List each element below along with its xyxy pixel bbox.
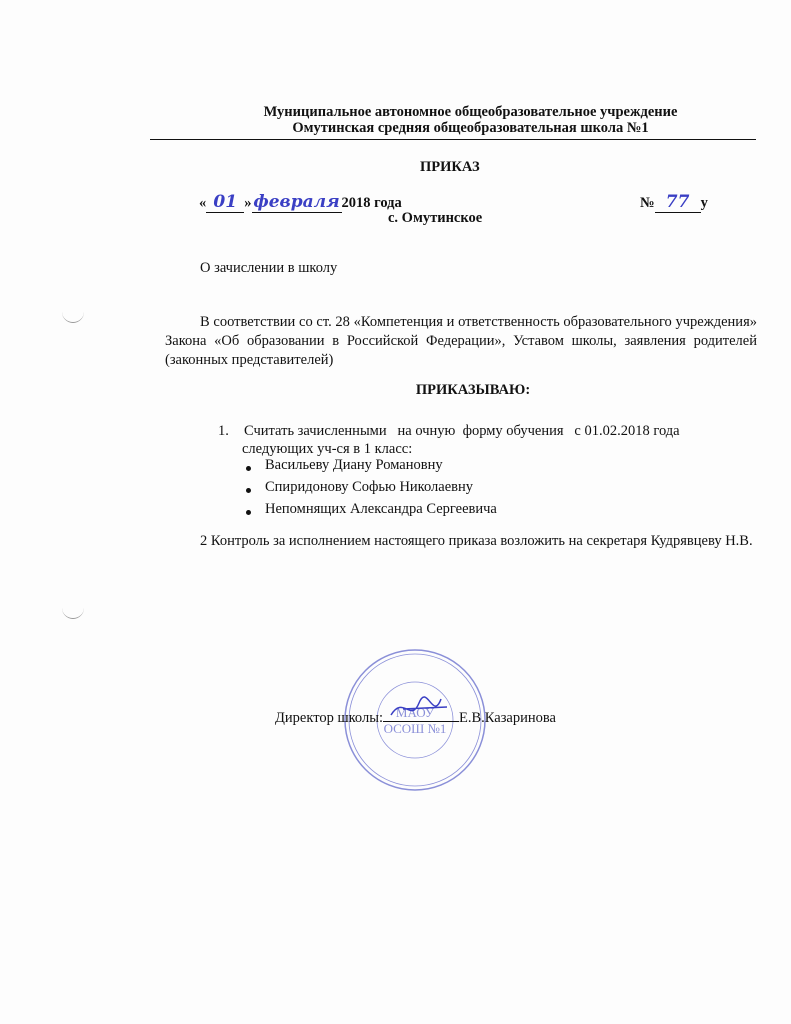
handwritten-signature	[383, 693, 459, 723]
svg-text:МАОУ: МАОУ	[395, 705, 435, 720]
student-item: Непомнящих Александра Сергеевича	[265, 501, 497, 517]
header-line-2: Омутинская средняя общеобразовательная школа №1	[292, 120, 649, 136]
date-day: 01	[213, 192, 238, 212]
scan-artifact	[62, 312, 84, 323]
signature-block	[275, 707, 556, 727]
order-number: № 77 у	[640, 192, 708, 212]
svg-text:ОСОШ №1: ОСОШ №1	[383, 721, 447, 736]
student-item: Васильеву Диану Романовну	[265, 457, 443, 473]
signatory-title: Директор школы:	[275, 710, 383, 726]
student-item: Спиридонову Софью Николаевну	[265, 479, 474, 495]
bullet-icon	[246, 510, 251, 515]
scan-artifact	[62, 608, 84, 619]
subject: О зачислении в школу	[200, 260, 338, 276]
item-1-line-1: Считать зачисленными на очную форму обучения с 01.02.2018 года	[244, 423, 680, 439]
item-1-line-2: следующих уч-ся в 1 класс:	[242, 441, 413, 457]
signatory-name: Е.В.Казаринова	[459, 710, 556, 726]
order-word: ПРИКАЗЫВАЮ:	[415, 382, 531, 398]
place: с. Омутинское	[388, 210, 483, 226]
item-2: 2 Контроль за исполнением настоящего приказа возложить на секретаря Кудрявцеву Н.В.	[200, 533, 753, 549]
header-line-1: Муниципальное автономное общеобразовательное учреждение	[263, 104, 678, 120]
bullet-icon	[246, 488, 251, 493]
doc-title: ПРИКАЗ	[420, 159, 480, 175]
order-date: « 01 » февраля 2018 года	[199, 192, 402, 212]
preamble: В соответствии со ст. 28 «Компетенция и ответственность образовательного учреждения» Закона «Об образовании в Российской Федерации», Уставом школы, заявления родителей (законных представителей)	[165, 314, 757, 368]
item-1-number: 1.	[218, 423, 229, 439]
date-month: февраля	[253, 192, 340, 212]
bullet-icon	[246, 466, 251, 471]
header-rule	[150, 139, 756, 140]
